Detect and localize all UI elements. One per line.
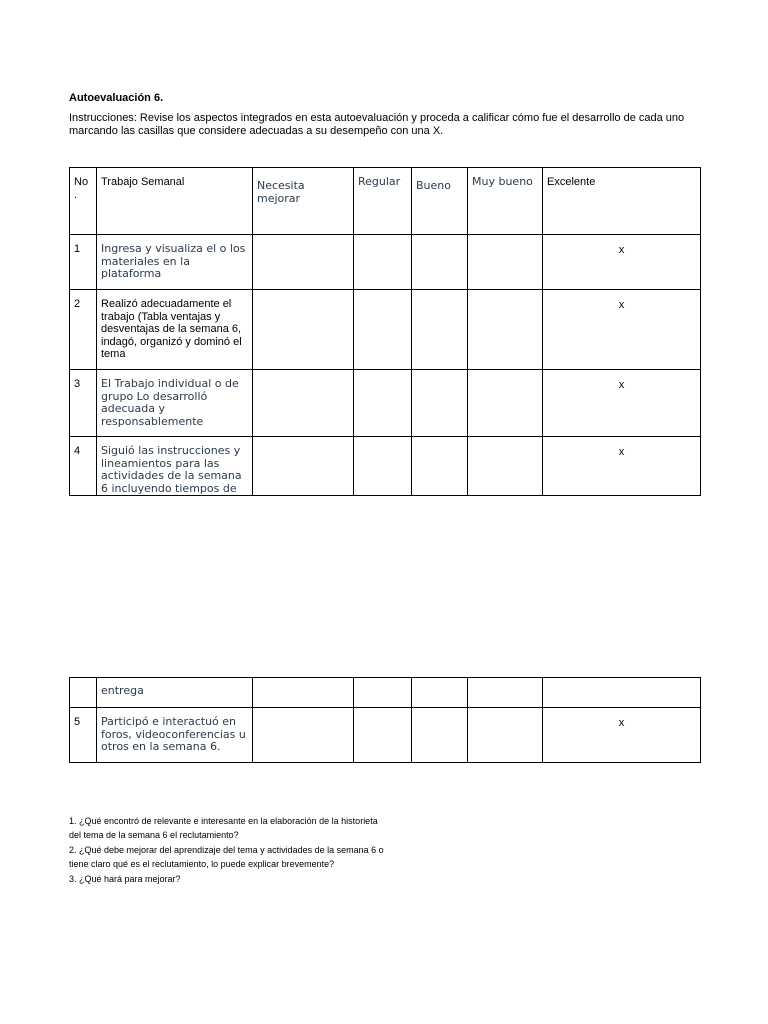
question-line: tiene claro qué es el reclutamiento, lo puede explicar brevemente? xyxy=(69,859,335,870)
cell-necesita-mejorar xyxy=(253,235,354,290)
evaluation-table-continued xyxy=(69,677,701,763)
row-number: 4 xyxy=(70,437,97,496)
header-necesita-mejorar: Necesita mejorar xyxy=(253,168,354,235)
table-header-row xyxy=(70,168,701,235)
table-row xyxy=(70,437,701,496)
cell-muy-bueno xyxy=(468,708,543,763)
header-regular: Regular xyxy=(354,168,412,235)
table-row xyxy=(70,708,701,763)
row-criterion: El Trabajo individual o de grupo Lo desarrolló adecuada y responsablemente xyxy=(97,370,253,437)
cell-necesita-mejorar xyxy=(253,437,354,496)
cell-regular xyxy=(354,290,412,370)
table-row xyxy=(70,290,701,370)
row-criterion: Realizó adecuadamente el trabajo (Tabla ventajas y desventajas de la semana 6, indagó, organizó y dominó el tema xyxy=(97,290,253,370)
header-excelente: Excelente xyxy=(543,168,701,235)
cell-bueno xyxy=(412,708,468,763)
row-criterion: Siguió las instrucciones y lineamientos para las actividades de la semana 6 incluyendo tiempos de xyxy=(97,437,253,496)
question-line: del tema de la semana 6 el reclutamiento? xyxy=(69,830,239,841)
cell-regular xyxy=(354,678,412,708)
cell-necesita-mejorar xyxy=(253,370,354,437)
cell-bueno xyxy=(412,290,468,370)
question-line: 2. ¿Qué debe mejorar del aprendizaje del tema y actividades de la semana 6 o xyxy=(69,844,384,855)
cell-excelente-mark: x xyxy=(543,370,701,437)
row-criterion: entrega xyxy=(97,678,253,708)
row-number: 3 xyxy=(70,370,97,437)
row-number: 1 xyxy=(70,235,97,290)
instructions-text: Instrucciones: Revise los aspectos integrados en esta autoevaluación y proceda a calificar cómo fue el desarrollo de cada uno marcando las casillas que considere adecuadas a su desempeño con una X. xyxy=(69,112,685,137)
reflection-questions xyxy=(69,814,429,886)
cell-muy-bueno xyxy=(468,235,543,290)
cell-excelente-mark: x xyxy=(543,290,701,370)
cell-necesita-mejorar xyxy=(253,290,354,370)
cell-necesita-mejorar xyxy=(253,708,354,763)
cell-muy-bueno xyxy=(468,290,543,370)
question-line: 1. ¿Qué encontró de relevante e interesante en la elaboración de la historieta xyxy=(69,816,378,826)
cell-excelente-mark: x xyxy=(543,708,701,763)
cell-bueno xyxy=(412,678,468,708)
cell-regular xyxy=(354,437,412,496)
row-criterion: Participó e interactuó en foros, videoconferencias u otros en la semana 6. xyxy=(97,708,253,763)
cell-muy-bueno xyxy=(468,437,543,496)
cell-regular xyxy=(354,235,412,290)
header-bueno: Bueno xyxy=(412,168,468,235)
cell-muy-bueno xyxy=(468,370,543,437)
cell-regular xyxy=(354,708,412,763)
cell-muy-bueno xyxy=(468,678,543,708)
evaluation-table xyxy=(69,167,701,496)
row-number xyxy=(70,678,97,708)
row-criterion: Ingresa y visualiza el o los materiales en la plataforma xyxy=(97,235,253,290)
cell-regular xyxy=(354,370,412,437)
table-row xyxy=(70,235,701,290)
header-muy-bueno: Muy bueno xyxy=(468,168,543,235)
cell-excelente-mark: x xyxy=(543,235,701,290)
table-row xyxy=(70,370,701,437)
cell-excelente-mark xyxy=(543,678,701,708)
document-title: Autoevaluación 6. xyxy=(69,92,164,104)
table-row xyxy=(70,678,701,708)
row-number: 2 xyxy=(70,290,97,370)
header-trabajo-semanal: Trabajo Semanal xyxy=(97,168,253,235)
row-number: 5 xyxy=(70,708,97,763)
header-no: No . xyxy=(70,168,97,235)
cell-bueno xyxy=(412,437,468,496)
cell-excelente-mark: x xyxy=(543,437,701,496)
cell-necesita-mejorar xyxy=(253,678,354,708)
question-line: 3. ¿Qué hará para mejorar? xyxy=(69,873,181,884)
cell-bueno xyxy=(412,235,468,290)
cell-bueno xyxy=(412,370,468,437)
